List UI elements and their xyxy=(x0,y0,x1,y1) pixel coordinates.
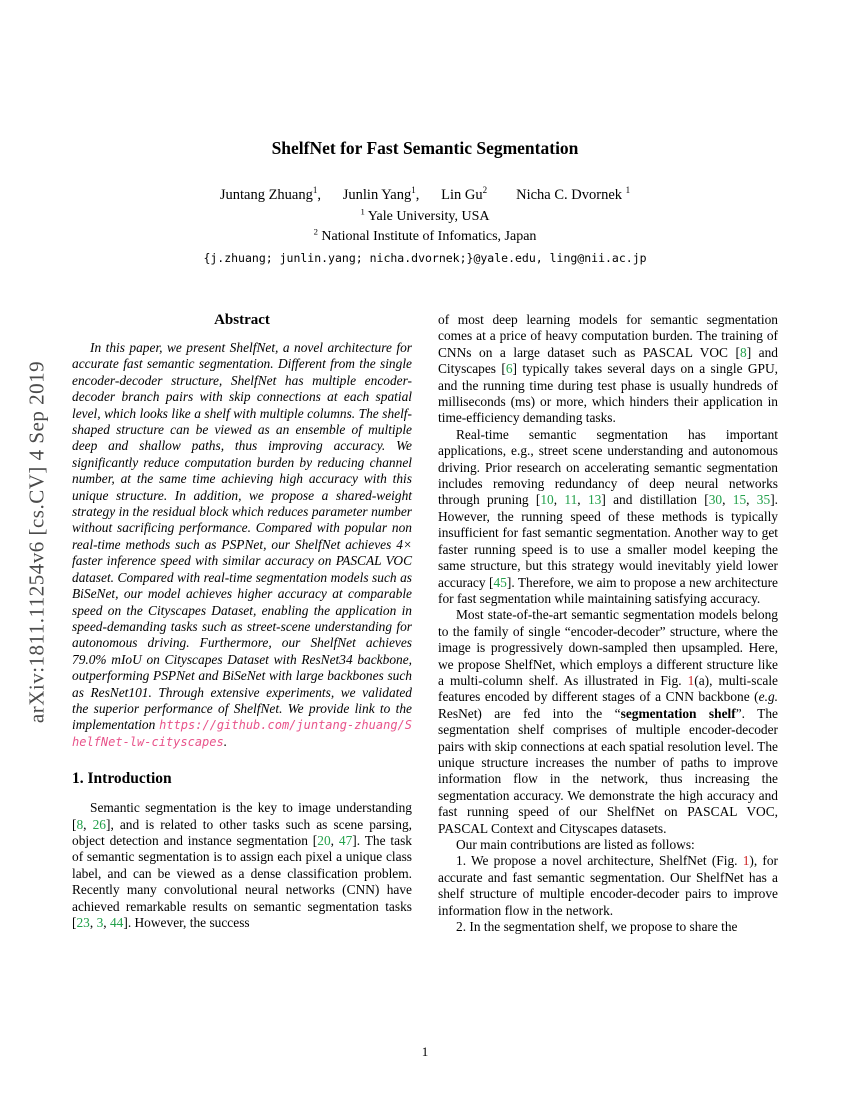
text-run: (a), multi-scale features encoded by different stages of a CNN backbone ( xyxy=(438,672,778,705)
citation-link[interactable]: 44 xyxy=(109,915,124,930)
paragraph xyxy=(438,919,778,935)
citation-link[interactable]: 6 xyxy=(505,361,513,377)
url-link[interactable]: https://github.com/juntang-zhuang/ShelfNet-lw-cityscapes xyxy=(72,718,412,749)
right-column xyxy=(438,312,778,935)
superscript: 1 xyxy=(625,185,631,196)
text-run: , Lin Gu xyxy=(415,187,483,203)
text-run: , xyxy=(103,915,110,930)
abstract-heading: Abstract xyxy=(214,312,270,328)
text-run: ]. However, the running speed of these methods is typically insufficient for fast semantic segmentation. Another way to get faster running speed is to use a smaller model keeping the same structure, but this strategy would inevitably yield lower accuracy [ xyxy=(438,492,778,590)
text-run: Yale University, USA xyxy=(364,209,490,224)
arxiv-watermark: arXiv:1811.11254v6 [cs.CV] 4 Sep 2019 xyxy=(24,360,49,724)
text-run: Our main contributions are listed as follows: xyxy=(456,837,695,852)
text-run: Nicha C. Dvornek xyxy=(487,187,626,203)
paragraph xyxy=(438,837,778,853)
citation-link[interactable]: 30 xyxy=(708,492,723,508)
text-run: of most deep learning models for semantic segmentation comes at a price of heavy computation burden. The training of CNNs on a large dataset such as PASCAL VOC [ xyxy=(438,312,778,360)
text-run: , xyxy=(577,492,588,508)
text-run: , Junlin Yang xyxy=(317,187,412,203)
citation-link[interactable]: 45 xyxy=(493,574,507,590)
text-run: ResNet) are fed into the “ xyxy=(438,705,621,721)
paragraph xyxy=(438,427,778,607)
text-run: ), for accurate and fast semantic segmentation. Our ShelfNet has a shelf structure of multiple encoder-decoder pairs to improve information flow in the network. xyxy=(438,853,778,918)
citation-link[interactable]: 13 xyxy=(587,492,602,508)
text-run: , xyxy=(83,816,93,832)
text-run: ], and is related to other tasks such as scene parsing, object detection and instance segmentation [ xyxy=(72,816,413,848)
paragraph xyxy=(438,607,778,837)
text-run: , xyxy=(746,492,757,508)
paper-title: ShelfNet for Fast Semantic Segmentation xyxy=(271,138,579,158)
superscript: 1 xyxy=(360,206,365,217)
text-run: . xyxy=(223,733,228,749)
text-run: In this paper, we present ShelfNet, a novel architecture for accurate fast semantic segmentation. Different from the single encoder-decoder structure, ShelfNet has multiple encoder-decoder branch pairs with skip connections at each spatial level, which looks like a shelf with multiple columns. The shelf-shaped structure can be viewed as an ensemble of multiple deep and shallow paths, thus improving accuracy. We significantly reduce computation burden by reducing channel number, at the same time achieving high accuracy with this unique structure. In addition, we propose a shared-weight strategy in the residual block which reduces parameter number without sacrificing performance. Compared with popular non real-time methods such as PSPNet, our ShelfNet achieves 4× faster inference speed with similar accuracy on PASCAL VOC dataset. Compared with real-time segmentation models such as BiSeNet, our model achieves higher accuracy at comparable speed on the Cityscapes Dataset, enabling the application in speed-demanding tasks such as street-scene understanding for autonomous driving. Furthermore, our ShelfNet achieves 79.0% mIoU on Cityscapes Dataset with ResNet34 backbone, outperforming PSPNet and BiSeNet with large backbones such as ResNet101. Through extensive experiments, we validated the superior performance of ShelfNet. We provide link to the implementation xyxy=(72,340,412,733)
paragraph xyxy=(438,312,778,427)
authors-line xyxy=(0,187,850,204)
introduction-body-right xyxy=(438,312,778,935)
text-run: , xyxy=(553,492,565,508)
text-run: Semantic segmentation is the key to image understanding [ xyxy=(72,800,412,832)
text-run: ”. The segmentation shelf comprises of multiple encoder-decoder pairs with skip connections at each spatial resolution level. The unique structure increases the number of paths to improve information flow in the network, thus increasing the segmentation accuracy. We demonstrate the high accuracy and fast running speed of our ShelfNet on PASCAL VOC, PASCAL Context and Cityscapes datasets. xyxy=(438,705,778,836)
citation-link[interactable]: 15 xyxy=(732,492,747,508)
section-heading-introduction: 1. Introduction xyxy=(72,770,172,788)
citation-link[interactable]: 8 xyxy=(739,344,747,360)
text-run: , xyxy=(722,492,733,508)
text-run: National Institute of Infomatics, Japan xyxy=(317,229,537,244)
paper-header xyxy=(0,138,850,265)
paragraph xyxy=(72,800,412,931)
citation-link[interactable]: 3 xyxy=(96,915,104,930)
text-run: Juntang Zhuang xyxy=(219,187,313,203)
superscript: 1 xyxy=(411,185,416,196)
citation-link[interactable]: 11 xyxy=(564,492,578,508)
affiliation-1 xyxy=(0,206,850,225)
italic-text: e.g. xyxy=(758,689,778,705)
author-emails: {j.zhuang; junlin.yang; nicha.dvornek;}@yale.edu, ling@nii.ac.jp xyxy=(203,251,647,265)
citation-link[interactable]: 10 xyxy=(540,492,554,508)
superscript: 2 xyxy=(313,226,318,237)
text-run: ] typically takes several days on a single GPU, and the running time during test phase is usually hundreds of milliseconds (ms) or more, which hinders their application in time-efficiency demanding tasks. xyxy=(438,361,779,426)
figure-ref-link[interactable]: 1 xyxy=(742,853,750,869)
citation-link[interactable]: 35 xyxy=(756,492,771,508)
page-number: 1 xyxy=(421,1044,429,1059)
citation-link[interactable]: 23 xyxy=(76,915,90,930)
text-run: ] and distillation [ xyxy=(601,492,709,508)
text-run: ]. Therefore, we aim to propose a new architecture for fast segmentation while maintaining satisfying accuracy. xyxy=(438,574,778,606)
text-run: 1. We propose a novel architecture, ShelfNet (Fig. xyxy=(456,853,743,869)
figure-ref-link[interactable]: 1 xyxy=(687,672,695,688)
left-column xyxy=(72,312,412,931)
citation-link[interactable]: 8 xyxy=(76,816,84,832)
abstract-body xyxy=(72,340,412,750)
citation-link[interactable]: 47 xyxy=(338,832,353,848)
text-run: 2. In the segmentation shelf, we propose to share the xyxy=(456,919,738,935)
bold-text: segmentation shelf xyxy=(620,705,736,721)
citation-link[interactable]: 26 xyxy=(92,816,106,832)
superscript: 1 xyxy=(312,185,318,196)
introduction-body-left xyxy=(72,800,412,931)
text-run: ]. The task of semantic segmentation is to assign each pixel a unique class label, and can be viewed as a dense classification problem. Recently many convolutional neural networks (CNN) have achieved remarkable results on semantic segmentation tasks [ xyxy=(72,832,412,930)
paragraph xyxy=(72,340,412,750)
text-run: Most state-of-the-art semantic segmentation models belong to the family of single “encoder-decoder” structure, where the image is progressively down-sampled then upsampled. Here, we propose ShelfNet, which employs a different structure like a multi-column shelf. As illustrated in Fig. xyxy=(438,607,778,688)
text-run: , xyxy=(89,915,97,930)
text-run: Real-time semantic segmentation has important applications, e.g., street scene understanding and autonomous driving. Prior research on accelerating semantic segmentation includes removing redundancy of deep neural networks through pruning [ xyxy=(438,426,778,508)
text-run: ]. However, the success xyxy=(123,915,250,930)
superscript: 2 xyxy=(482,185,488,196)
text-run: ] and Cityscapes [ xyxy=(438,344,778,377)
paragraph xyxy=(438,853,778,919)
text-run: , xyxy=(330,832,339,848)
affiliation-2 xyxy=(0,226,850,245)
citation-link[interactable]: 20 xyxy=(317,832,331,848)
